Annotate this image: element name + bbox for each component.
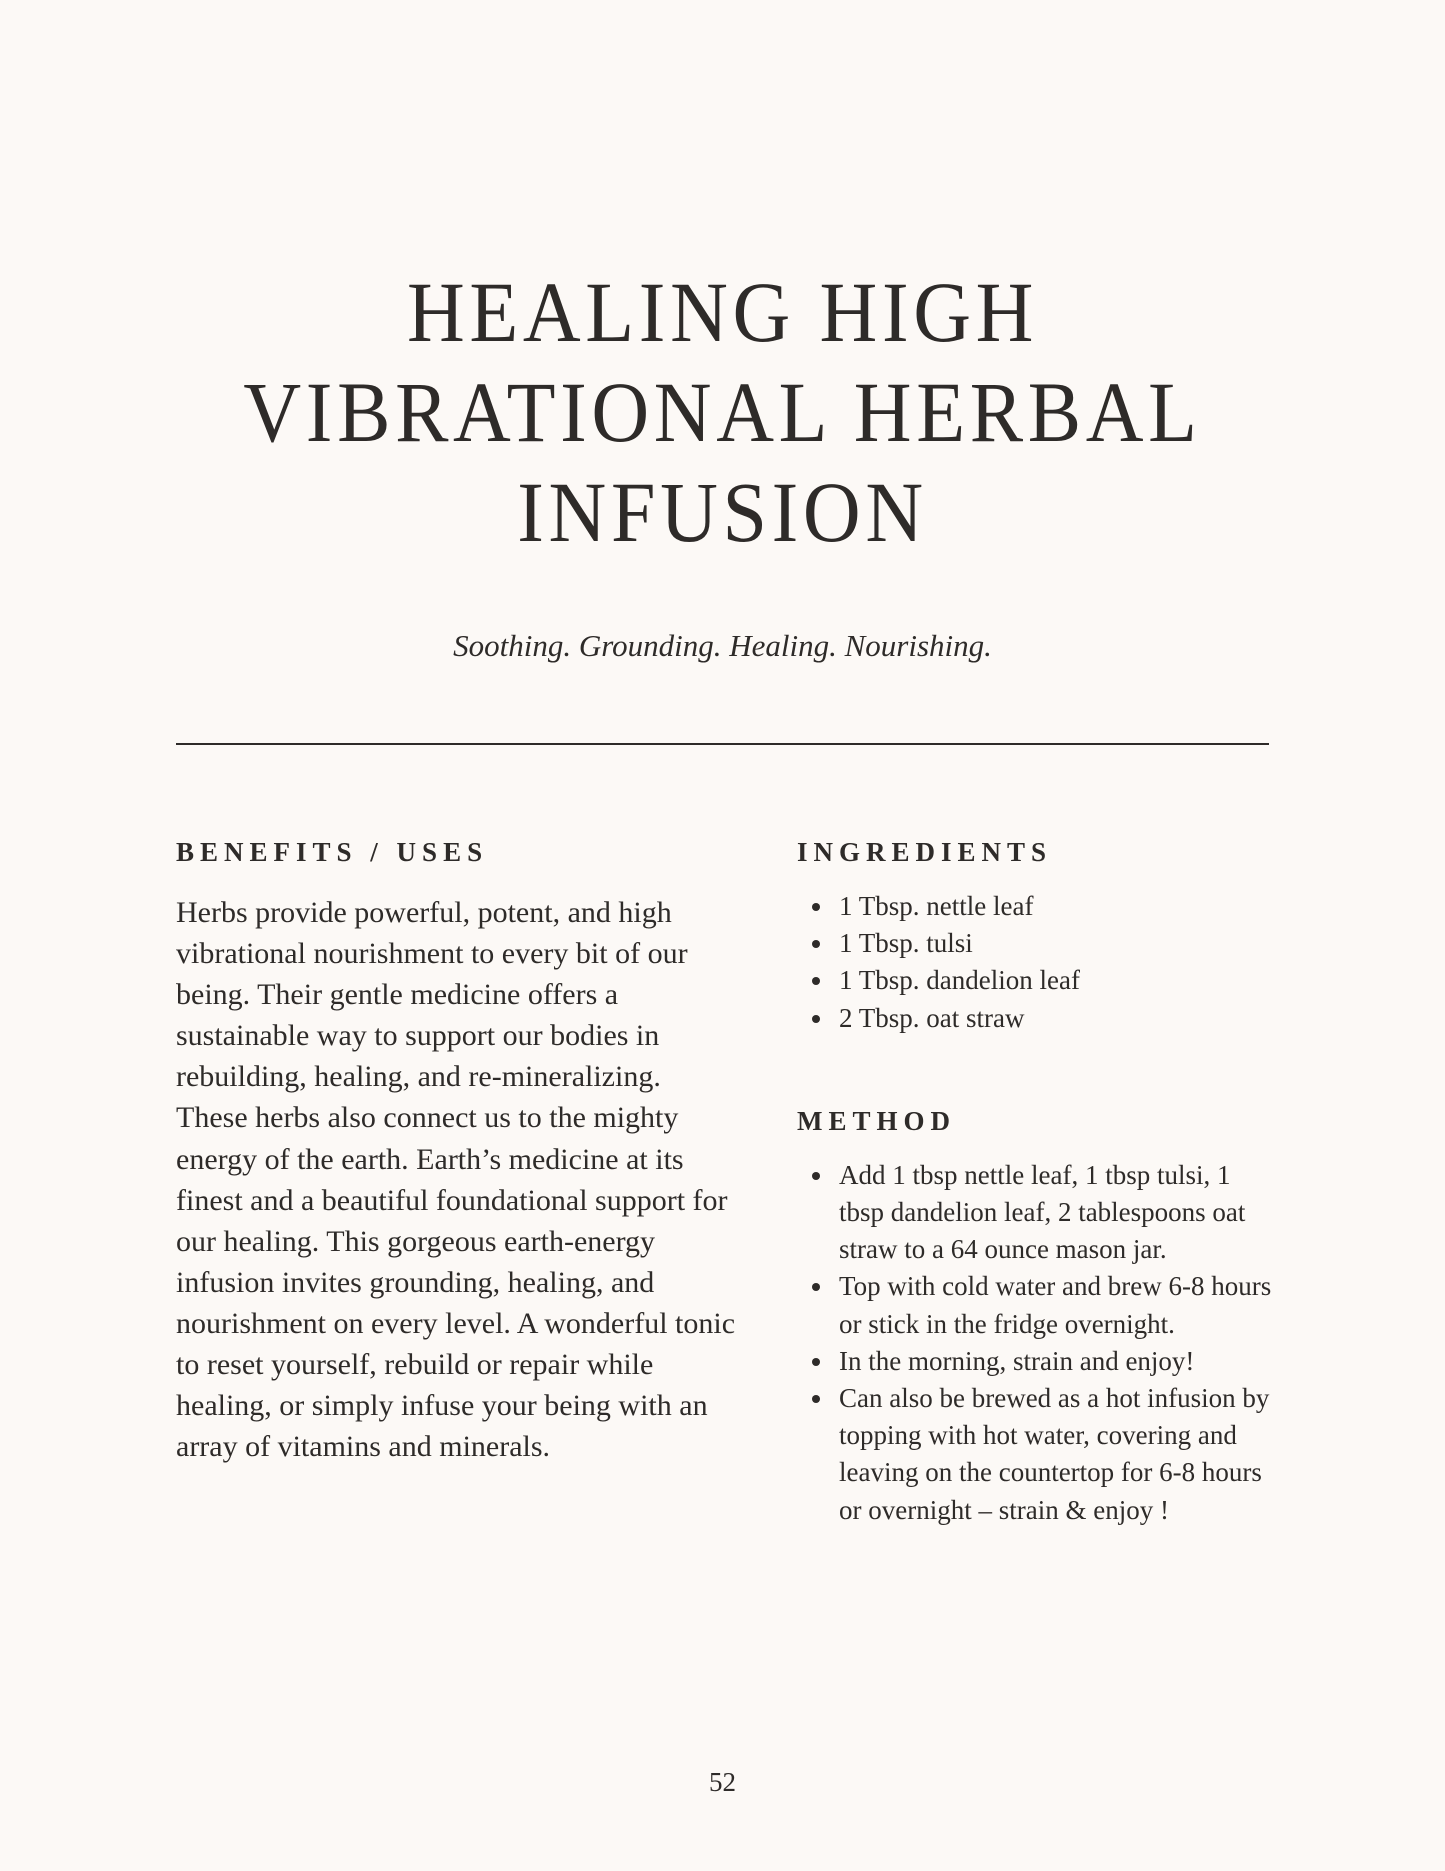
benefits-heading: BENEFITS / USES xyxy=(176,837,489,867)
bullet-icon xyxy=(812,1015,820,1023)
method-step xyxy=(797,1268,1277,1342)
page-title xyxy=(51,262,1395,562)
bullet-icon xyxy=(812,1283,820,1291)
bullet-icon xyxy=(812,1358,820,1366)
title-line-1: HEALING HIGH xyxy=(406,264,1039,360)
ingredients-list xyxy=(797,888,1277,1037)
ingredient-text: 1 Tbsp. dandelion leaf xyxy=(839,965,1080,996)
method-list xyxy=(797,1157,1277,1529)
title-line-2: VIBRATIONAL HERBAL xyxy=(243,364,1202,460)
bullet-icon xyxy=(812,1172,820,1180)
method-step-text: Can also be brewed as a hot infusion by topping with hot water, covering and leaving on the countertop for 6-8 hours or overnight – strain & enjoy ! xyxy=(839,1383,1270,1525)
benefits-section xyxy=(176,834,736,1467)
benefits-body: Herbs provide powerful, potent, and high vibrational nourishment to every bit of our being. Their gentle medicine offers a sustainable way to support our bodies in rebuilding, healing, and re-mineralizing. These herbs also connect us to the mighty energy of the earth. Earth’s medicine at its finest and a beautiful foundational support for our healing. This gorgeous earth-energy infusion invites grounding, healing, and nourishment on every level. A wonderful tonic to reset yourself, rebuild or repair while healing, or simply infuse your being with an array of vitamins and minerals. xyxy=(176,896,736,1464)
page-number: 52 xyxy=(709,1767,736,1797)
bullet-icon xyxy=(812,903,820,911)
method-step-text: Top with cold water and brew 6-8 hours or stick in the fridge overnight. xyxy=(839,1271,1272,1339)
bullet-icon xyxy=(812,977,820,985)
ingredient-item xyxy=(797,1000,1277,1037)
method-step xyxy=(797,1157,1277,1269)
ingredient-item xyxy=(797,962,1277,999)
ingredients-heading: INGREDIENTS xyxy=(797,837,1053,867)
ingredient-text: 1 Tbsp. tulsi xyxy=(839,928,973,959)
ingredient-item xyxy=(797,925,1277,962)
recipe-section xyxy=(797,834,1277,1529)
bullet-icon xyxy=(812,940,820,948)
bullet-icon xyxy=(812,1395,820,1403)
method-step xyxy=(797,1380,1277,1529)
ingredient-text: 1 Tbsp. nettle leaf xyxy=(839,891,1034,921)
divider-rule xyxy=(176,743,1269,745)
method-heading: METHOD xyxy=(797,1105,957,1136)
ingredient-text: 2 Tbsp. oat straw xyxy=(839,1002,1025,1033)
subtitle: Soothing. Grounding. Healing. Nourishing. xyxy=(453,628,992,663)
method-step xyxy=(797,1343,1277,1380)
method-step-text: In the morning, strain and enjoy! xyxy=(839,1345,1195,1376)
method-step-text: Add 1 tbsp nettle leaf, 1 tbsp tulsi, 1 tbsp dandelion leaf, 2 tablespoons oat straw to a 64 ounce mason jar. xyxy=(839,1159,1246,1265)
title-line-3: INFUSION xyxy=(517,464,928,560)
ingredient-item xyxy=(797,888,1277,925)
